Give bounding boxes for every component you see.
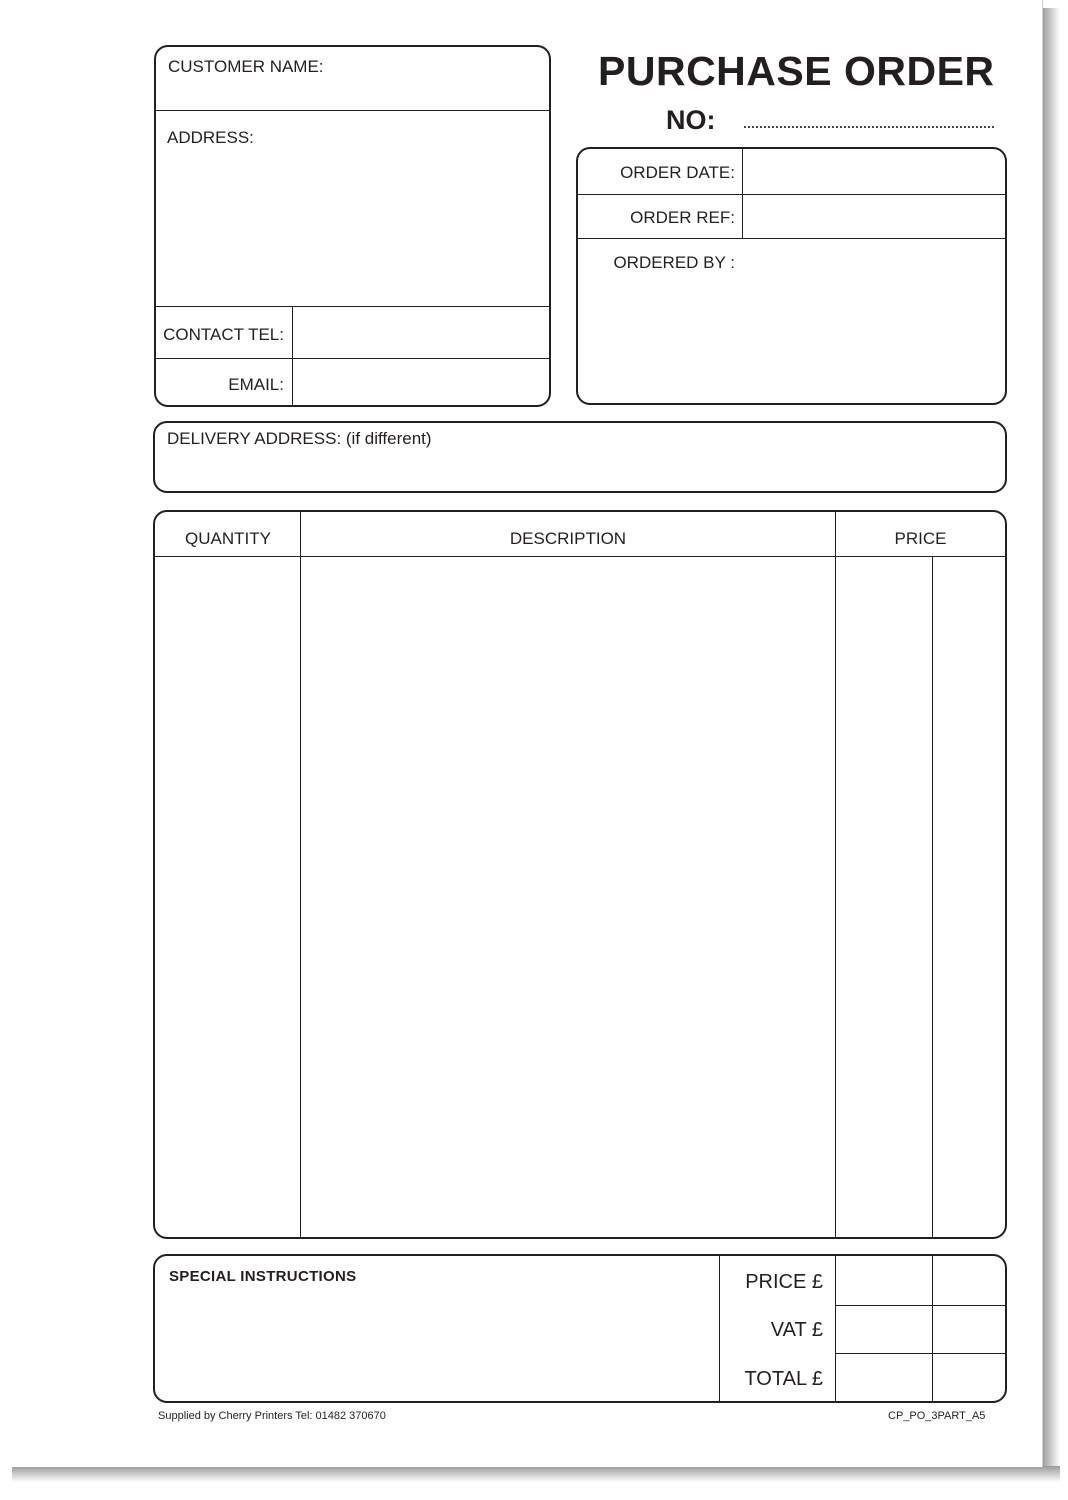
page-title: PURCHASE ORDER: [598, 48, 995, 94]
description-column-field[interactable]: [302, 558, 834, 1237]
customer-name-field[interactable]: [156, 79, 549, 109]
order-ref-field[interactable]: [744, 196, 1005, 238]
quantity-column-field[interactable]: [155, 558, 299, 1237]
form-code-footer: CP_PO_3PART_A5: [888, 1410, 986, 1422]
order-number-field[interactable]: [744, 126, 994, 128]
price-pounds-column-field[interactable]: [837, 558, 931, 1237]
vat-total-field[interactable]: [837, 1307, 1005, 1352]
customer-box: [154, 45, 551, 407]
email-label: EMAIL:: [228, 375, 284, 394]
supplier-footer: Supplied by Cherry Printers Tel: 01482 370670: [158, 1410, 386, 1422]
column-header-quantity: QUANTITY: [185, 529, 271, 548]
price-total-field[interactable]: [837, 1256, 1005, 1304]
contact-tel-label: CONTACT TEL:: [163, 325, 284, 344]
order-ref-label: ORDER REF:: [630, 208, 735, 227]
order-date-field[interactable]: [744, 149, 1005, 193]
grand-total-label: TOTAL £: [744, 1368, 823, 1390]
delivery-address-label: DELIVERY ADDRESS: (if different): [167, 429, 432, 448]
vat-total-label: VAT £: [770, 1319, 823, 1341]
email-field[interactable]: [294, 360, 549, 405]
delivery-address-field[interactable]: [155, 451, 1005, 491]
column-header-description: DESCRIPTION: [509, 529, 627, 548]
customer-name-label: CUSTOMER NAME:: [168, 57, 324, 76]
grand-total-field[interactable]: [837, 1355, 1005, 1401]
special-instructions-label: SPECIAL INSTRUCTIONS: [169, 1268, 357, 1285]
price-pence-column-field[interactable]: [934, 558, 1005, 1237]
address-label: ADDRESS:: [167, 128, 254, 147]
ordered-by-label: ORDERED BY :: [613, 253, 735, 272]
delivery-address-box: [153, 421, 1007, 493]
sheet-shadow-right: [1042, 8, 1060, 1476]
special-instructions-box: [153, 1254, 1007, 1403]
order-date-label: ORDER DATE:: [620, 163, 735, 182]
column-header-price: PRICE: [894, 529, 947, 548]
address-field[interactable]: [156, 151, 549, 305]
table-header-divider: [155, 556, 1007, 557]
ordered-by-field[interactable]: [578, 241, 1005, 403]
contact-tel-field[interactable]: [294, 308, 549, 358]
sheet-shadow-bottom: [12, 1466, 1060, 1482]
order-details-box: [576, 147, 1007, 405]
special-instructions-field[interactable]: [155, 1288, 717, 1401]
price-total-label: PRICE £: [745, 1271, 823, 1293]
order-number-label: NO:: [666, 105, 716, 135]
items-table: [153, 510, 1007, 1239]
